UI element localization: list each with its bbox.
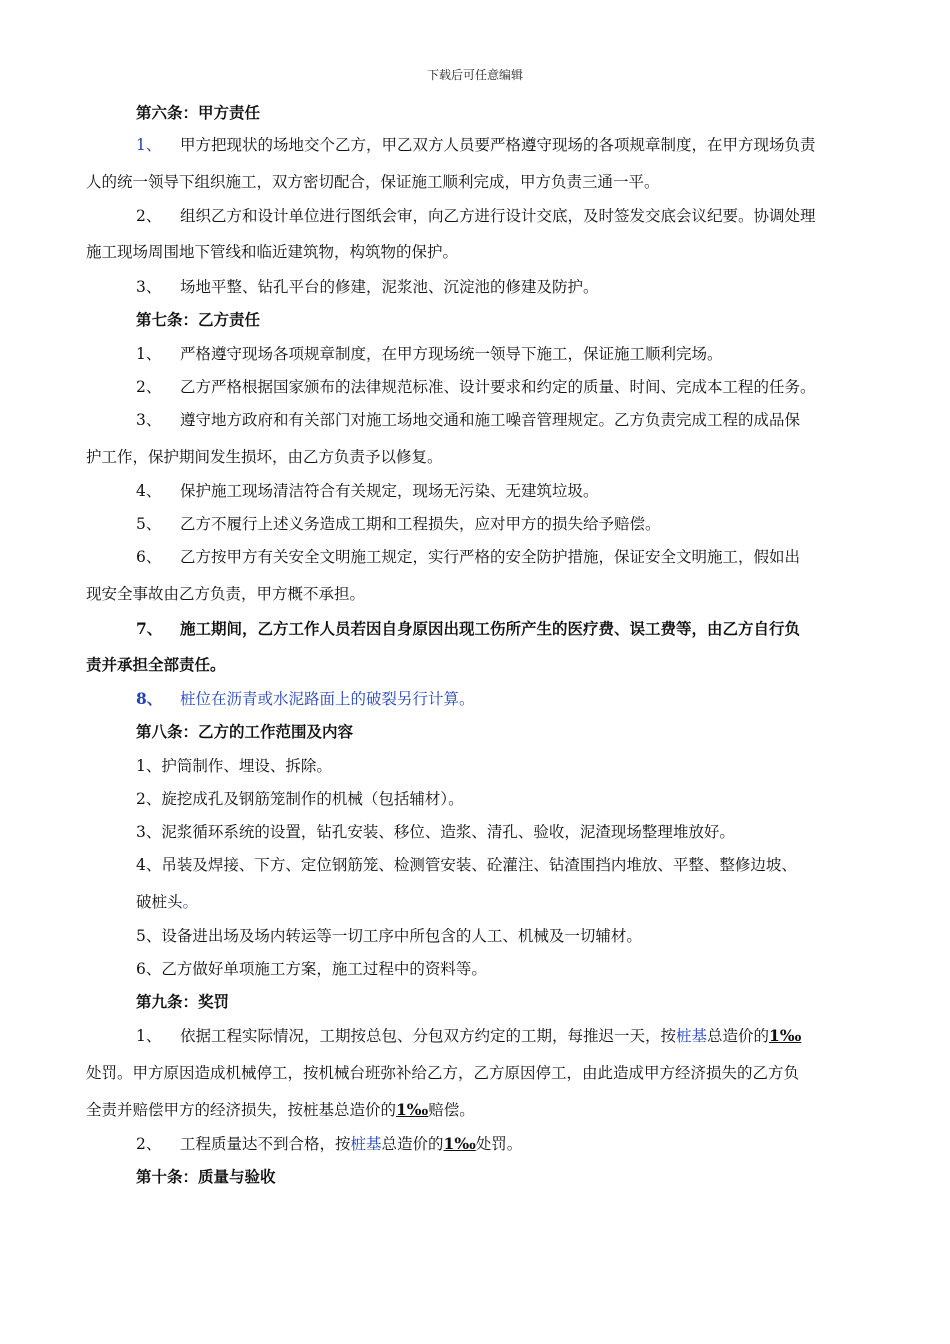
article-8-item-6: 6、乙方做好单项施工方案，施工过程中的资料等。 — [136, 960, 487, 978]
item-number: 2、 — [136, 1135, 162, 1153]
item-text: 依据工程实际情况，工期按总包、分包双方约定的工期，每推迟一天，按 — [180, 1027, 677, 1045]
item-period: 。 — [182, 893, 199, 911]
article-7-item-7-cont: 责并承担全部责任。 — [86, 655, 226, 674]
item-number: 2、 — [136, 207, 162, 225]
item-number: 7、 — [136, 619, 163, 638]
item-text: 保护施工现场清洁符合有关规定，现场无污染、无建筑垃圾。 — [180, 482, 599, 500]
article-7-item-7 — [136, 619, 800, 639]
term-pile-foundation: 桩基 — [350, 1135, 382, 1153]
item-text: 施工期间，乙方工作人员若因自身原因出现工伤所产生的医疗费、误工费等，由乙方自行负 — [180, 619, 801, 638]
item-number: 3、 — [136, 411, 162, 429]
article-7-item-8 — [136, 689, 475, 709]
article-9-item-1 — [136, 1026, 801, 1046]
item-text: 处罚。 — [475, 1135, 523, 1153]
item-text: 乙方按甲方有关安全文明施工规定，实行严格的安全防护措施，保证安全文明施工，假如出 — [180, 548, 801, 566]
article-8-item-1: 1、护筒制作、埋设、拆除。 — [136, 757, 332, 775]
item-number: 8、 — [136, 689, 163, 708]
item-number: 6、 — [136, 548, 162, 566]
article-7-item-6-cont: 现安全事故由乙方负责，甲方概不承担。 — [86, 585, 366, 603]
page-header: 下载后可任意编辑 — [426, 68, 523, 82]
term-pile-foundation: 桩基 — [676, 1027, 708, 1045]
item-text: 全责并赔偿甲方的经济损失，按桩基总造价的 — [86, 1101, 397, 1119]
article-6-item-1 — [136, 135, 816, 155]
article-7-item-4 — [136, 481, 599, 501]
article-8-item-4: 4、吊装及焊接、下方、定位钢筋笼、检测管安装、砼灌注、钻渣围挡内堆放、平整、整修边坡、 — [136, 856, 797, 874]
item-number: 1、 — [136, 345, 162, 363]
item-text: 赔偿。 — [428, 1101, 475, 1119]
item-text: 甲方把现状的场地交个乙方，甲乙双方人员要严格遵守现场的各项规章制度，在甲方现场负责 — [180, 136, 816, 154]
article-8-item-4-cont — [136, 892, 198, 912]
item-text: 严格遵守现场各项规章制度，在甲方现场统一领导下施工，保证施工顺利完场。 — [180, 345, 723, 363]
article-8-title: 第八条：乙方的工作范围及内容 — [136, 722, 354, 741]
item-text: 遵守地方政府和有关部门对施工场地交通和施工噪音管理规定。乙方负责完成工程的成品保 — [180, 411, 801, 429]
item-text: 乙方严格根据国家颁布的法律规范标准、设计要求和约定的质量、时间、完成本工程的任务。 — [180, 378, 816, 396]
article-7-item-3-cont: 护工作，保护期间发生损坏，由乙方负责予以修复。 — [86, 448, 443, 466]
item-text: 场地平整、钻孔平台的修建，泥浆池、沉淀池的修建及防护。 — [180, 278, 599, 296]
article-9-title: 第九条：奖罚 — [136, 992, 230, 1011]
item-text: 总造价的 — [707, 1027, 770, 1045]
article-10-title: 第十条：质量与验收 — [136, 1167, 276, 1186]
article-7-item-6 — [136, 547, 800, 567]
article-9-item-1-cont2 — [86, 1100, 475, 1120]
penalty-rate: 1‰ — [769, 1026, 802, 1045]
article-7-item-5 — [136, 514, 661, 534]
item-text: 乙方不履行上述义务造成工期和工程损失，应对甲方的损失给予赔偿。 — [180, 515, 661, 533]
article-6-title: 第六条：甲方责任 — [136, 103, 261, 122]
article-6-item-2-cont: 施工现场周围地下管线和临近建筑物，构筑物的保护。 — [86, 243, 459, 261]
item-number: 5、 — [136, 515, 162, 533]
article-6-item-3 — [136, 277, 599, 297]
penalty-rate: 1‰ — [443, 1134, 476, 1153]
article-9-item-2 — [136, 1134, 522, 1154]
penalty-rate: 1‰ — [396, 1100, 429, 1119]
article-6-item-2 — [136, 206, 816, 226]
item-text: 桩位在沥青或水泥路面上的破裂另行计算。 — [180, 690, 475, 708]
article-6-item-1-cont: 人的统一领导下组织施工，双方密切配合，保证施工顺利完成，甲方负责三通一平。 — [86, 173, 660, 191]
item-number: 1、 — [136, 1027, 162, 1045]
item-text: 工程质量达不到合格，按 — [180, 1135, 351, 1153]
article-7-item-3 — [136, 410, 800, 430]
item-text: 破桩头 — [136, 893, 183, 911]
item-text: 总造价的 — [381, 1135, 444, 1153]
item-text: 组织乙方和设计单位进行图纸会审，向乙方进行设计交底，及时签发交底会议纪要。协调处理 — [180, 207, 816, 225]
article-7-item-2 — [136, 377, 816, 397]
article-7-item-1 — [136, 344, 723, 364]
article-7-title: 第七条：乙方责任 — [136, 310, 261, 329]
article-8-item-3: 3、泥浆循环系统的设置，钻孔安装、移位、造浆、清孔、验收，泥渣现场整理堆放好。 — [136, 823, 735, 841]
article-9-item-1-cont: 处罚。甲方原因造成机械停工，按机械台班弥补给乙方，乙方原因停工，由此造成甲方经济损失的乙方负 — [86, 1064, 800, 1082]
item-number: 4、 — [136, 482, 162, 500]
item-number: 2、 — [136, 378, 162, 396]
article-8-item-5: 5、设备进出场及场内转运等一切工序中所包含的人工、机械及一切辅材。 — [136, 927, 642, 945]
item-number: 3、 — [136, 278, 162, 296]
item-number: 1、 — [136, 136, 162, 154]
article-8-item-2: 2、旋挖成孔及钢筋笼制作的机械（包括辅材）。 — [136, 790, 464, 808]
